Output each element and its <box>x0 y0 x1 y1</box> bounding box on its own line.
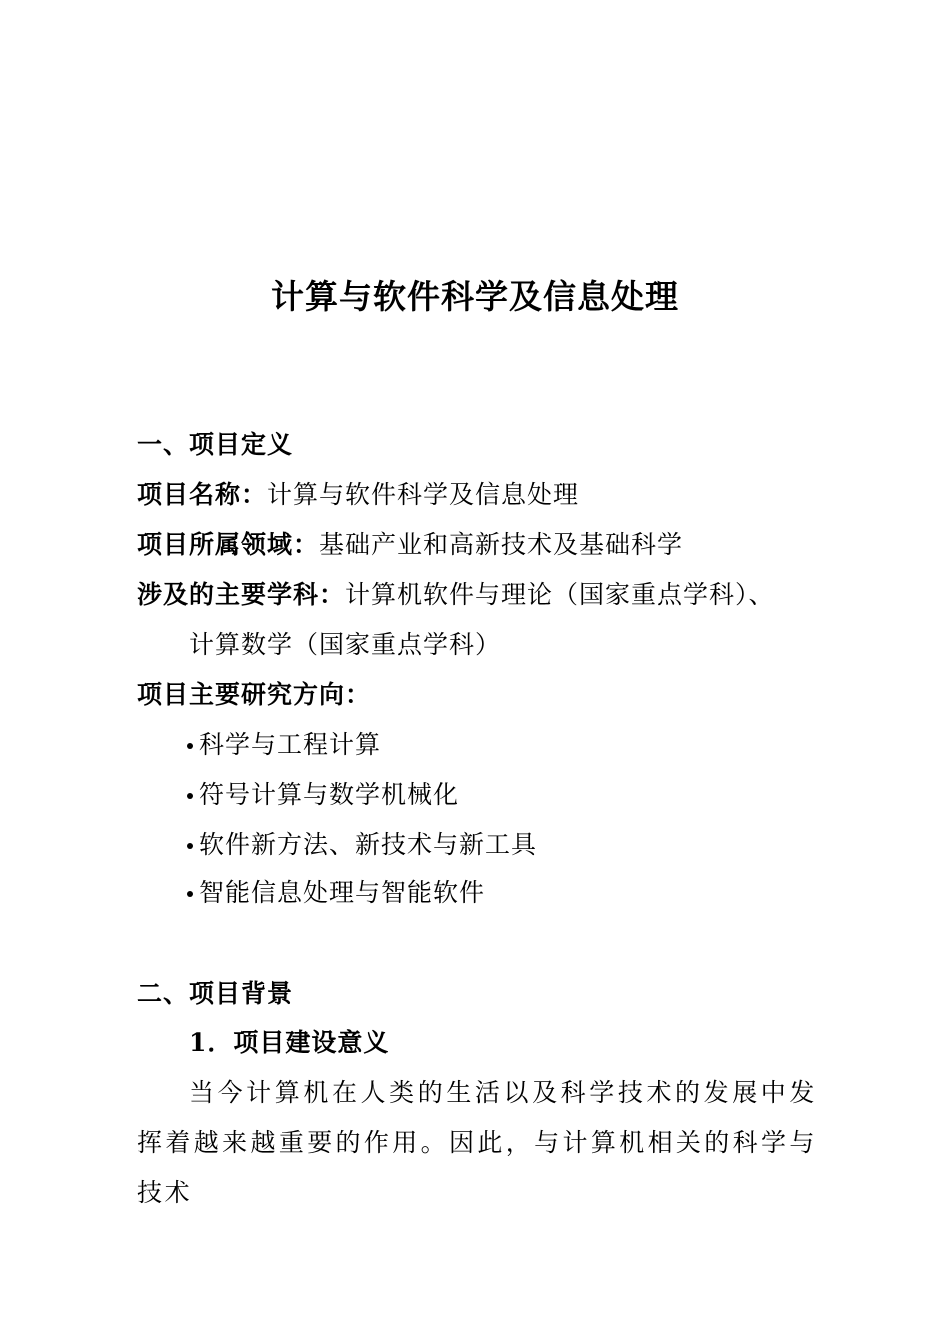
direction-list-item <box>187 828 537 862</box>
direction-list-item <box>187 876 485 910</box>
bullet-icon <box>187 891 193 897</box>
direction-text: 智能信息处理与智能软件 <box>199 878 486 907</box>
direction-list-item <box>187 778 459 812</box>
project-field-value: 基础产业和高新技术及基础科学 <box>319 530 684 559</box>
document-title: 计算与软件科学及信息处理 <box>271 277 679 316</box>
section1-heading: 一、项目定义 <box>137 430 294 459</box>
project-field-label: 项目所属领域： <box>137 530 320 559</box>
bullet-icon <box>187 743 193 749</box>
project-subjects-row <box>137 578 775 612</box>
direction-text: 符号计算与数学机械化 <box>199 780 460 809</box>
project-subjects-value: 计算机软件与理论（国家重点学科）、 <box>345 580 775 609</box>
section2-heading: 二、项目背景 <box>137 979 294 1008</box>
project-field-row <box>137 528 683 562</box>
bullet-icon <box>187 843 193 849</box>
direction-list-item <box>187 728 381 762</box>
bullet-icon <box>187 793 193 799</box>
direction-text: 软件新方法、新技术与新工具 <box>199 830 538 859</box>
section2-subheading: 1．项目建设意义 <box>189 1028 390 1057</box>
section2-paragraph: 当今计算机在人类的生活以及科学技术的发展中发挥着越来越重要的作用。因此，与计算机相关的科学与技术 <box>137 1078 817 1207</box>
project-name-value: 计算与软件科学及信息处理 <box>267 480 580 509</box>
project-subjects-continued: 计算数学（国家重点学科） <box>189 630 502 659</box>
project-name-label: 项目名称： <box>137 480 268 509</box>
project-name-row <box>137 478 579 512</box>
direction-text: 科学与工程计算 <box>199 730 382 759</box>
project-subjects-label: 涉及的主要学科： <box>137 580 346 609</box>
project-directions-label: 项目主要研究方向： <box>137 680 372 709</box>
